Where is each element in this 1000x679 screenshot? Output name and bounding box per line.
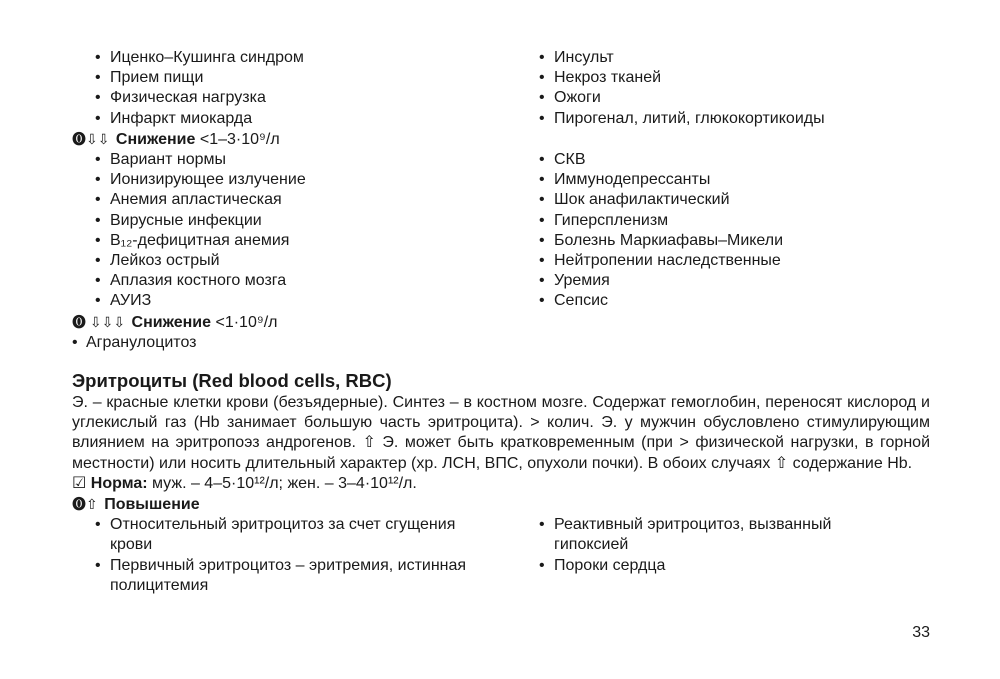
decrease-arrows-icon: ⓿⇩⇩: [72, 130, 110, 147]
increase-arrow-icon: ⓿⇧: [72, 496, 98, 513]
list-item: • Лейкоз острый: [92, 251, 522, 271]
document-page: [72, 48, 932, 596]
list-item: • Ионизирующее излучение: [92, 170, 522, 190]
top-right-column: [522, 48, 922, 129]
list-item: • АУИЗ: [92, 291, 522, 311]
list-item: • Ожоги: [536, 88, 922, 108]
list-item: • Прием пищи: [92, 68, 522, 88]
list-item: • Аплазия костного мозга: [92, 271, 522, 291]
list-item: • Инсульт: [536, 48, 922, 68]
decrease1-left-column: [72, 150, 522, 312]
section-title: Эритроциты (Red blood cells, RBC): [72, 370, 392, 392]
list-item: • Реактивный эритроцитоз, вызванный гипоксией: [536, 515, 887, 555]
decrease-label: Снижение: [131, 313, 212, 331]
list-item: • СКВ: [536, 150, 922, 170]
list-item: • Вариант нормы: [92, 150, 522, 170]
decrease-value: <1·10⁹/л: [215, 313, 278, 331]
increase-lists: [72, 515, 932, 596]
decrease1-lists: [72, 150, 932, 312]
list-item: • Первичный эритроцитоз – эритремия, истинная полицитемия: [92, 556, 477, 596]
increase-heading: [72, 494, 932, 515]
decrease-value: <1–3·10⁹/л: [199, 130, 280, 148]
increase-label: Повышение: [104, 496, 200, 514]
section-paragraph: Э. – красные клетки крови (безъядерные). Синтез – в костном мозге. Содержат гемоглобин, переносят кислород и углекислый газ (Hb занимает большую часть эритроцита). > колич. Э. у мужчин обусловлено стимулирующим влиянием на эритропоэз андрогенов. ⇧ Э. может быть кратковременным (при > физической нагрузки, в горной местности) или носить длительный характер (хр. ЛСН, ВПС, опухоли почки). В обоих случаях ⇧ содержание Hb.: [72, 394, 930, 472]
norma-line: [72, 474, 932, 494]
norma-value: муж. – 4–5·10¹²/л; жен. – 3–4·10¹²/л.: [152, 474, 417, 492]
list-item: • Относительный эритроцитоз за счет сгущения крови: [92, 515, 477, 555]
top-lists: [72, 48, 932, 129]
list-item: • Сепсис: [536, 291, 922, 311]
increase-right-column: [517, 515, 917, 596]
list-item: • Некроз тканей: [536, 68, 922, 88]
list-item: • Нейтропении наследственные: [536, 251, 922, 271]
decrease-heading-2: [72, 312, 932, 333]
list-item: • Гиперспленизм: [536, 211, 922, 231]
list-item: • Болезнь Маркиафавы–Микели: [536, 231, 922, 251]
increase-left-column: [72, 515, 517, 596]
list-item: • Шок анафилактический: [536, 190, 922, 210]
list-item: • Пороки сердца: [536, 556, 887, 576]
decrease-heading-1: [72, 129, 932, 150]
top-left-column: [72, 48, 522, 129]
list-item: • Агранулоцитоз: [72, 333, 932, 353]
norma-label: Норма:: [90, 474, 148, 492]
decrease2-list: [72, 333, 932, 353]
list-item: • Иценко–Кушинга синдром: [92, 48, 522, 68]
list-item: • Физическая нагрузка: [92, 88, 522, 108]
list-item: • Инфаркт миокарда: [92, 109, 522, 129]
checkbox-icon: ☑: [72, 474, 87, 492]
list-item: • Анемия апластическая: [92, 190, 522, 210]
list-item: • Пирогенал, литий, глюкокортикоиды: [536, 109, 922, 129]
list-item: • Иммунодепрессанты: [536, 170, 922, 190]
decrease1-right-column: [522, 150, 922, 312]
decrease-arrows-icon: ⓿ ⇩⇩⇩: [72, 313, 126, 330]
page-number: 33: [912, 624, 930, 641]
list-item: • Вирусные инфекции: [92, 211, 522, 231]
decrease-label: Снижение: [115, 130, 196, 148]
list-item: • B₁₂-дефицитная анемия: [92, 231, 522, 251]
list-item: • Уремия: [536, 271, 922, 291]
